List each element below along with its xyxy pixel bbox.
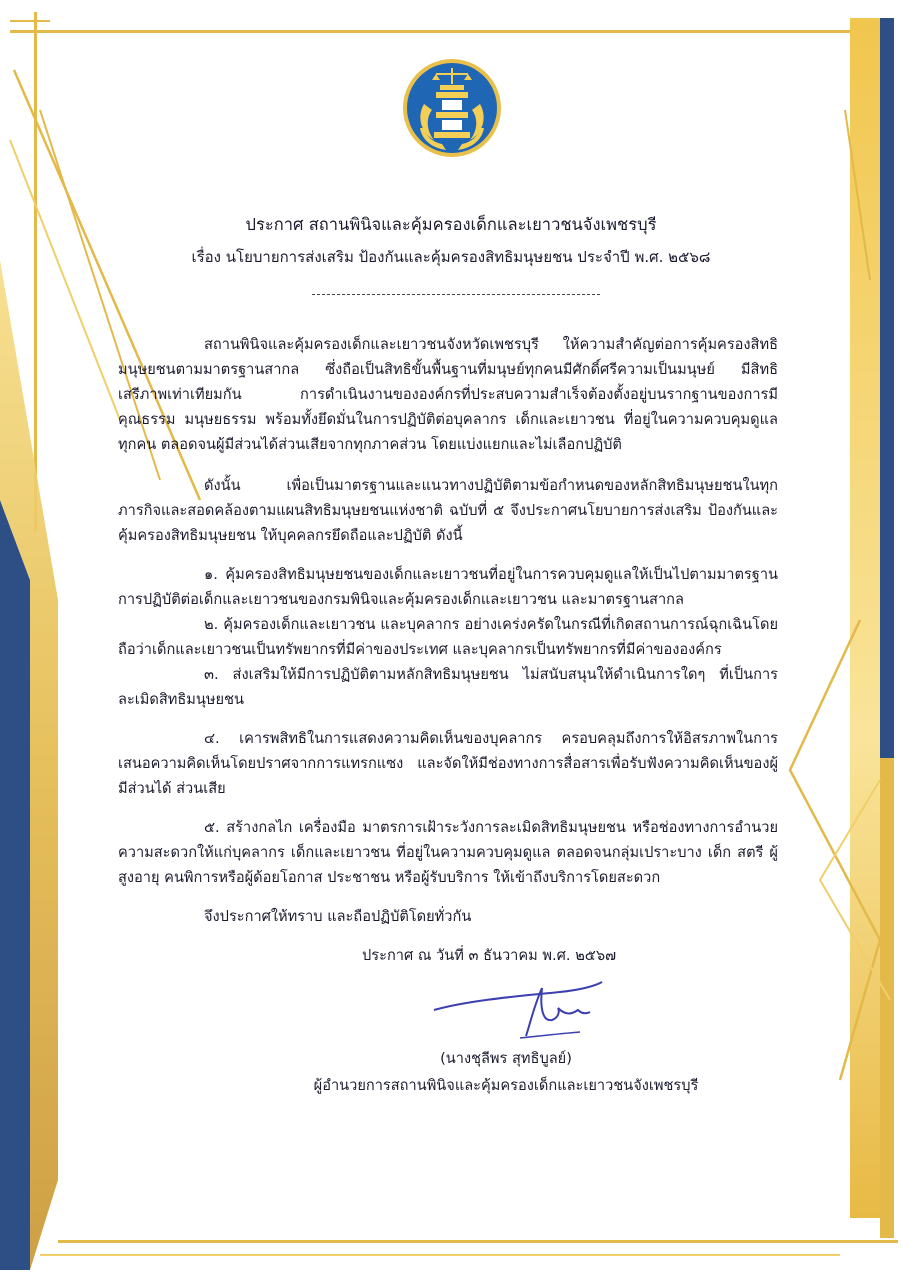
- handwritten-signature-icon: [430, 976, 610, 1046]
- document-subject: เรื่อง นโยบายการส่งเสริม ป้องกันและคุ้มครองสิทธิมนุษยชน ประจำปี พ.ศ. ๒๕๖๘: [191, 248, 711, 266]
- policy-item: ๔. เคารพสิทธิในการแสดงความคิดเห็นของบุคลากร ครอบคลุมถึงการให้อิสรภาพในการเสนอความคิดเห็นโดยปราศจากการแทรกแซง และจัดให้มีช่องทางการสื่อสารเพื่อรับฟังความคิดเห็นของผู้มีส่วนได้ ส่วนเสีย: [118, 730, 778, 797]
- bottom-gold-line: [58, 1240, 898, 1243]
- policy-item: ๒. คุ้มครองเด็กและเยาวชน และบุคลากร อย่างเคร่งครัดในกรณีที่เกิดสถานการณ์ฉุกเฉินโดยถือว่าเด็กและเยาวชนเป็นทรัพยากรที่มีค่าของประเทศ และบุคลากรเป็นทรัพยากรที่มีค่าขององค์กร: [118, 616, 778, 658]
- right-gold-band: [850, 18, 880, 1218]
- right-navy-band: [880, 18, 894, 758]
- preface-paragraph: ดังนั้น เพื่อเป็นมาตรฐานและแนวทางปฏิบัติตามข้อกำหนดของหลักสิทธิมนุษยชนในทุกภารกิจและสอดคล้องตามแผนสิทธิมนุษยชนแห่งชาติ ฉบับที่ ๕ จึงประกาศนโยบายการส่งเสริม ป้องกันและคุ้มครองสิทธิมนุษยชน ให้บุคคลกรยึดถือและปฏิบัติ ดังนี้: [118, 477, 778, 544]
- announcement-date: ประกาศ ณ วันที่ ๓ ธันวาคม พ.ศ. ๒๕๖๗: [362, 947, 617, 964]
- signer-position: ผู้อำนวยการสถานพินิจและคุ้มครองเด็กและเยาวชนจังเพชรบุรี: [313, 1077, 699, 1094]
- policy-item: ๕. สร้างกลไก เครื่องมือ มาตรการเฝ้าระวังการละเมิดสิทธิมนุษยชน หรือช่องทางการอำนวยความสะดวกให้แก่บุคลากร เด็กและเยาวชน ที่อยู่ในความควบคุมดูแล ตลอดจนกลุ่มเปราะบาง เด็ก สตรี ผู้สูงอายุ คนพิการหรือผู้ด้อยโอกาส ประชาชน หรือผู้รับบริการ ให้เข้าถึงบริการโดยสะดวก: [118, 819, 778, 886]
- left-gold-line: [34, 12, 37, 532]
- closing-paragraph: จึงประกาศให้ทราบ และถือปฏิบัติโดยทั่วกัน: [204, 908, 472, 925]
- right-gold-band-lower: [880, 758, 894, 1238]
- left-navy-band: [0, 500, 30, 1270]
- top-gold-line: [10, 30, 858, 33]
- bottom-gold-line-thin: [40, 1254, 840, 1256]
- policy-item: ๓. ส่งเสริมให้มีการปฏิบัติตามหลักสิทธิมนุษยชน ไม่สนับสนุนให้ดำเนินการใดๆ ที่เป็นการละเมิดสิทธิมนุษยชน: [118, 666, 778, 708]
- top-gold-line-thin: [10, 20, 50, 22]
- signer-name: (นางชุลีพร สุทธิบูลย์): [440, 1050, 572, 1067]
- document-title: ประกาศ สถานพินิจและคุ้มครองเด็กและเยาวชนจังเพชรบุรี: [245, 215, 657, 234]
- title-divider: [312, 294, 600, 295]
- intro-paragraph: สถานพินิจและคุ้มครองเด็กและเยาวชนจังหวัดเพชรบุรี ให้ความสำคัญต่อการคุ้มครองสิทธิมนุษยชนตามมาตรฐานสากล ซึ่งถือเป็นสิทธิขั้นพื้นฐานที่มนุษย์ทุกคนมีศักดิ์ศรีความเป็นมนุษย์ มีสิทธิเสรีภาพเท่าเทียมกัน การดำเนินงานขององค์กรที่ประสบความสำเร็จต้องตั้งอยู่บนรากฐานของการมีคุณธรรม มนุษยธรรม พร้อมทั้งยึดมั่นในการปฏิบัติต่อบุคลากร เด็กและเยาวชน ที่อยู่ในความควบคุมดูแลทุกคน ตลอดจนผู้มีส่วนได้ส่วนเสียจากทุกภาคส่วน โดยแบ่งแยกและไม่เลือกปฏิบัติ: [118, 336, 778, 453]
- document-body: [118, 332, 778, 929]
- policy-item: ๑. คุ้มครองสิทธิมนุษยชนของเด็กและเยาวชนที่อยู่ในการควบคุมดูแลให้เป็นไปตามมาตรฐานการปฏิบัติต่อเด็กและเยาวชนของกรมพินิจและคุ้มครองเด็กและเยาวชน และมาตรฐานสากล: [118, 566, 778, 608]
- justice-scales-seal-icon: [402, 58, 502, 158]
